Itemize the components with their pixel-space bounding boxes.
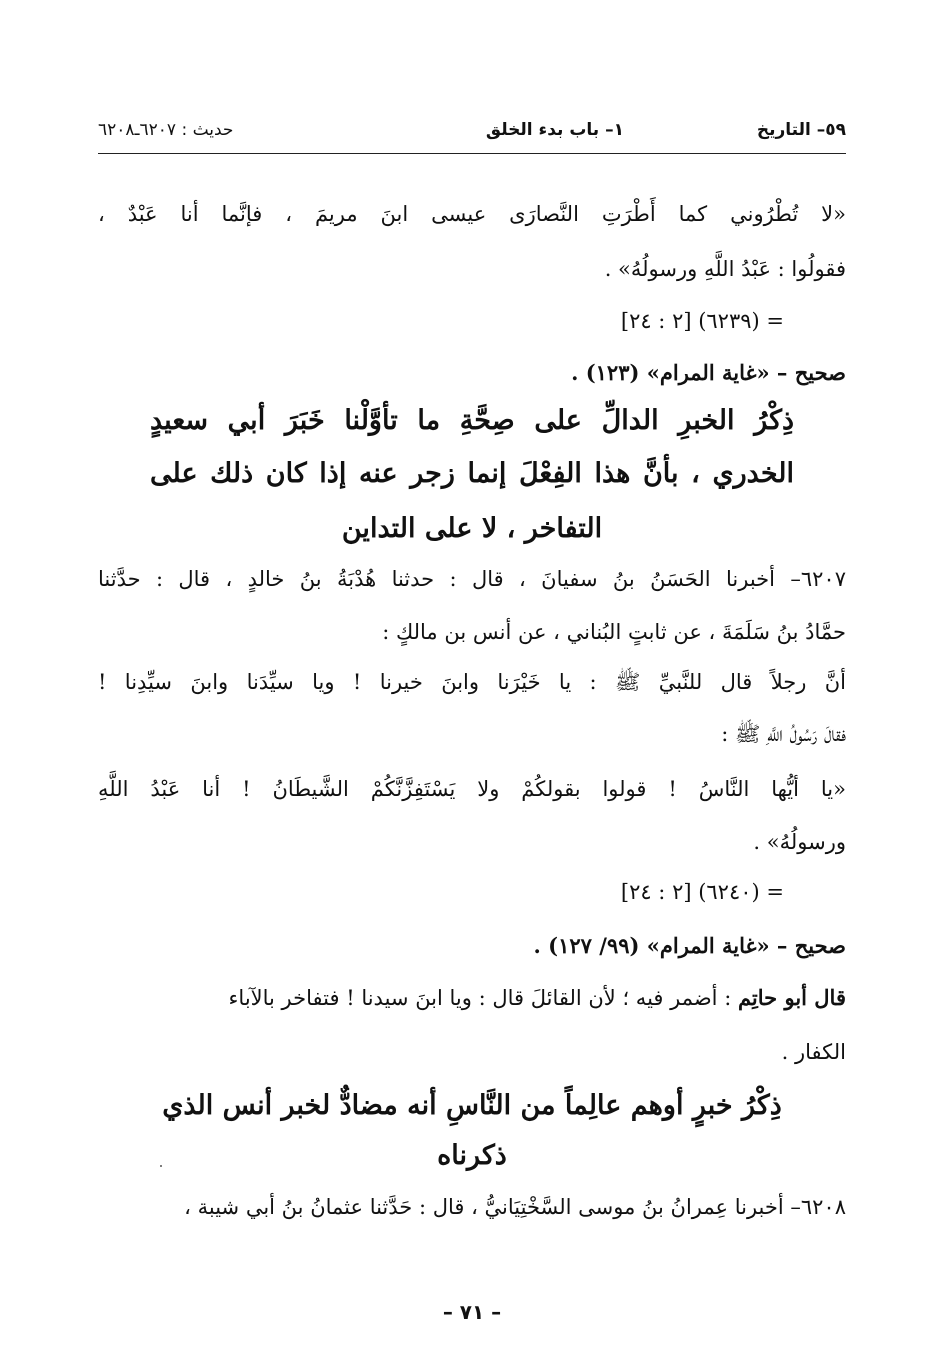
header-hadith-range: حديث : ٦٢٠٧ـ٦٢٠٨ bbox=[98, 120, 234, 140]
hadith-isnad: ٦٢٠٧– أخبرنا الحَسَنُ بنُ سفيانَ ، قال : حدثنا هُدْبَةُ بنُ خالدٍ ، قال : حدَّثنا bbox=[98, 567, 846, 591]
hadith-isnad: حمَّادُ بنُ سَلَمَةَ ، عن ثابتٍ البُناني ، عن أنس بن مالكٍ : bbox=[382, 620, 846, 644]
cross-reference: = (٦٢٣٩) [٢ : ٢٤] bbox=[620, 309, 784, 333]
commentary-line bbox=[98, 985, 846, 1011]
hadith-isnad: ٦٢٠٨– أخبرنا عِمرانُ بنُ موسى السَّخْتِيَانيُّ ، قال : حَدَّثنا عثمانُ بنُ أبي شيبة ، bbox=[184, 1195, 846, 1219]
section-title: ذِكْرُ الخبرِ الدالِّ على صِحَّةِ ما تأوَّلْنا خَبَرَ أبي سعيدٍ bbox=[150, 405, 794, 436]
header-book-title: ٥٩– التاريخ bbox=[756, 120, 846, 140]
commentary-author: قال أبو حاتِم bbox=[737, 985, 846, 1010]
commentary-line: الكفار . bbox=[781, 1040, 846, 1064]
grading-line: صحيح – «غاية المرام» (١٢٣) . bbox=[571, 360, 846, 385]
section-title: ذكرناه bbox=[437, 1140, 507, 1171]
hadith-matn: فقالَ رَسُولُ اللَّهِ ﷺ : bbox=[721, 722, 846, 746]
header-rule bbox=[98, 153, 846, 154]
text-line: فقولُوا : عَبْدُ اللَّهِ ورسولُهُ» . bbox=[604, 257, 846, 281]
ink-speck bbox=[160, 1165, 162, 1167]
grading-line: صحيح – «غاية المرام» (٩٩/ ١٢٧) . bbox=[533, 933, 846, 958]
section-title: ذِكْرُ خبرٍ أوهم عالِماً من النَّاسِ أنه مضادٌّ لخبر أنس الذي bbox=[162, 1090, 782, 1121]
section-title: الخدري ، بأنَّ هذا الفِعْلَ إنما زجر عنه إذا كان ذلك على bbox=[150, 458, 794, 489]
hadith-matn: «يا أيُّها النَّاسُ ! قولوا بقولكُمْ ولا يَسْتَفِزَّنَّكُمْ الشَّيطَانُ ! أنا عَبْدُ اللَّهِ bbox=[98, 777, 846, 801]
text-line: «لا تُطْرُوني كما أَطْرَتِ النَّصارَى عيسى ابنَ مريمَ ، فإنَّما أنا عَبْدٌ ، bbox=[98, 202, 846, 226]
header-chapter-title: ١– باب بدء الخلق bbox=[485, 120, 624, 140]
hadith-matn: ورسولُهُ» . bbox=[753, 830, 846, 854]
running-header bbox=[98, 120, 846, 150]
page-number: – ٧١ – bbox=[442, 1300, 502, 1324]
cross-reference: = (٦٢٤٠) [٢ : ٢٤] bbox=[620, 880, 784, 904]
section-title: التفاخر ، لا على التداين bbox=[341, 513, 603, 544]
hadith-matn: أنَّ رجلاً قال للنَّبيِّ ﷺ : يا خَيْرَنا وابنَ خيرنا ! ويا سيِّدَنا وابنَ سيِّدِنا ! bbox=[98, 670, 846, 694]
commentary-text: : أضمر فيه ؛ لأن القائلَ قال : ويا ابنَ سيدنا ! فتفاخر بالآباء bbox=[228, 986, 738, 1010]
